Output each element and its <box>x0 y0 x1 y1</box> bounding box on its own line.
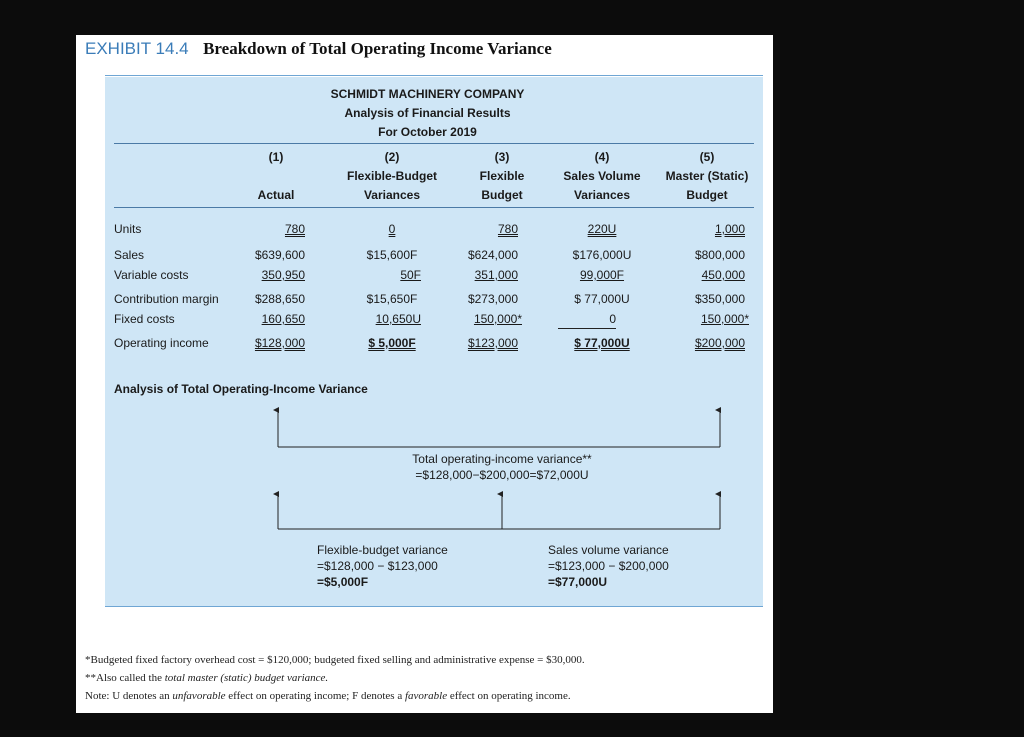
oi-flex-var: $ 5,000F <box>368 336 416 350</box>
row-label-variable-costs: Variable costs <box>114 268 189 282</box>
varcost-flex-budget: 351,000 <box>474 268 518 282</box>
report-period: For October 2019 <box>378 125 477 139</box>
row-label-contribution-margin: Contribution margin <box>114 292 219 306</box>
cm-flex-var: $15,650F <box>366 292 418 306</box>
sales-flex-var: $15,600F <box>366 248 418 262</box>
flex-variance-result: =$5,000F <box>317 575 369 589</box>
col3-label1: Flexible <box>479 169 525 183</box>
col4-label2: Variances <box>573 188 631 202</box>
footnote2-text: **Also called the <box>85 672 165 684</box>
note-part-unfavorable: unfavorable <box>172 690 226 702</box>
note-part-c: effect on operating income; F denotes a <box>225 690 405 702</box>
panel-bottom-rule <box>105 606 763 607</box>
oi-flex-budget: $123,000 <box>467 336 518 350</box>
units-sv-var: 220U <box>587 222 617 236</box>
fixed-actual: 160,650 <box>261 312 305 326</box>
exhibit-heading: Breakdown of Total Operating Income Variance <box>203 39 552 58</box>
exhibit-title <box>85 39 552 59</box>
variance-bracket-diagram <box>105 77 763 606</box>
sv-variance-formula: =$123,000 − $200,000 <box>548 559 669 573</box>
col2-label2: Variances <box>363 188 421 202</box>
note-part-a: Note: U denotes an <box>85 690 173 702</box>
units-actual: 780 <box>284 222 305 236</box>
total-variance-formula: =$128,000−$200,000=$72,000U <box>415 468 589 482</box>
flex-variance-label: Flexible-budget variance <box>317 543 448 557</box>
fixed-sv-var: 0 <box>609 312 616 326</box>
total-variance-label: Total operating-income variance** <box>412 452 592 466</box>
col4-label1: Sales Volume <box>563 169 641 183</box>
row-label-fixed-costs: Fixed costs <box>114 312 175 326</box>
company-name: SCHMIDT MACHINERY COMPANY <box>330 87 525 101</box>
fixed-master: 150,000* <box>700 312 749 326</box>
sv-variance-label: Sales volume variance <box>548 543 669 557</box>
row-label-sales: Sales <box>114 248 145 262</box>
fixed-flex-var: 10,650U <box>375 312 421 326</box>
col2-num: (2) <box>384 150 400 164</box>
sv-variance-result: =$77,000U <box>548 575 608 589</box>
units-flex-var: 0 <box>388 222 396 236</box>
varcost-sv-var: 99,000F <box>579 268 625 282</box>
col3-num: (3) <box>494 150 510 164</box>
units-master: 1,000 <box>714 222 745 236</box>
cm-flex-budget: $273,000 <box>467 292 518 306</box>
col5-label1: Master (Static) <box>665 169 749 183</box>
exhibit-number: EXHIBIT 14.4 <box>85 39 189 58</box>
units-flex-budget: 780 <box>497 222 518 236</box>
footnote2-italic: total master (static) budget variance. <box>164 672 329 684</box>
row-label-units: Units <box>114 222 142 236</box>
analysis-panel <box>105 77 763 606</box>
note-part-e: effect on operating income. <box>447 690 571 702</box>
col1-num: (1) <box>268 150 284 164</box>
col4-num: (4) <box>594 150 610 164</box>
analysis-heading: Analysis of Total Operating-Income Variance <box>114 382 368 396</box>
footnote-total-variance <box>85 672 328 684</box>
col5-num: (5) <box>699 150 715 164</box>
oi-master: $200,000 <box>694 336 745 350</box>
footnote-fixed-costs: *Budgeted fixed factory overhead cost = $120,000; budgeted fixed selling and administrative expense = $30,000. <box>85 654 585 666</box>
varcost-actual: 350,950 <box>261 268 305 282</box>
cm-actual: $288,650 <box>254 292 305 306</box>
exhibit-card <box>76 35 773 713</box>
fixed-flex-budget: 150,000* <box>473 312 522 326</box>
oi-sv-var: $ 77,000U <box>574 336 630 350</box>
sales-sv-var: $176,000U <box>572 248 632 262</box>
col2-label1: Flexible-Budget <box>346 169 437 183</box>
varcost-master: 450,000 <box>701 268 745 282</box>
note-part-favorable: favorable <box>404 690 448 702</box>
col3-label2: Budget <box>481 188 523 202</box>
top-rule <box>105 75 763 76</box>
cm-master: $350,000 <box>694 292 745 306</box>
sales-master: $800,000 <box>694 248 745 262</box>
cm-sv-var: $ 77,000U <box>574 292 630 306</box>
report-subtitle: Analysis of Financial Results <box>344 106 511 120</box>
varcost-flex-var: 50F <box>400 268 421 282</box>
row-label-operating-income: Operating income <box>114 336 209 350</box>
sales-actual: $639,600 <box>254 248 305 262</box>
col1-label: Actual <box>257 188 295 202</box>
sales-flex-budget: $624,000 <box>467 248 518 262</box>
col5-label2: Budget <box>686 188 728 202</box>
oi-actual: $128,000 <box>254 336 305 350</box>
flex-variance-formula: =$128,000 − $123,000 <box>317 559 438 573</box>
footnote-note <box>85 690 571 702</box>
